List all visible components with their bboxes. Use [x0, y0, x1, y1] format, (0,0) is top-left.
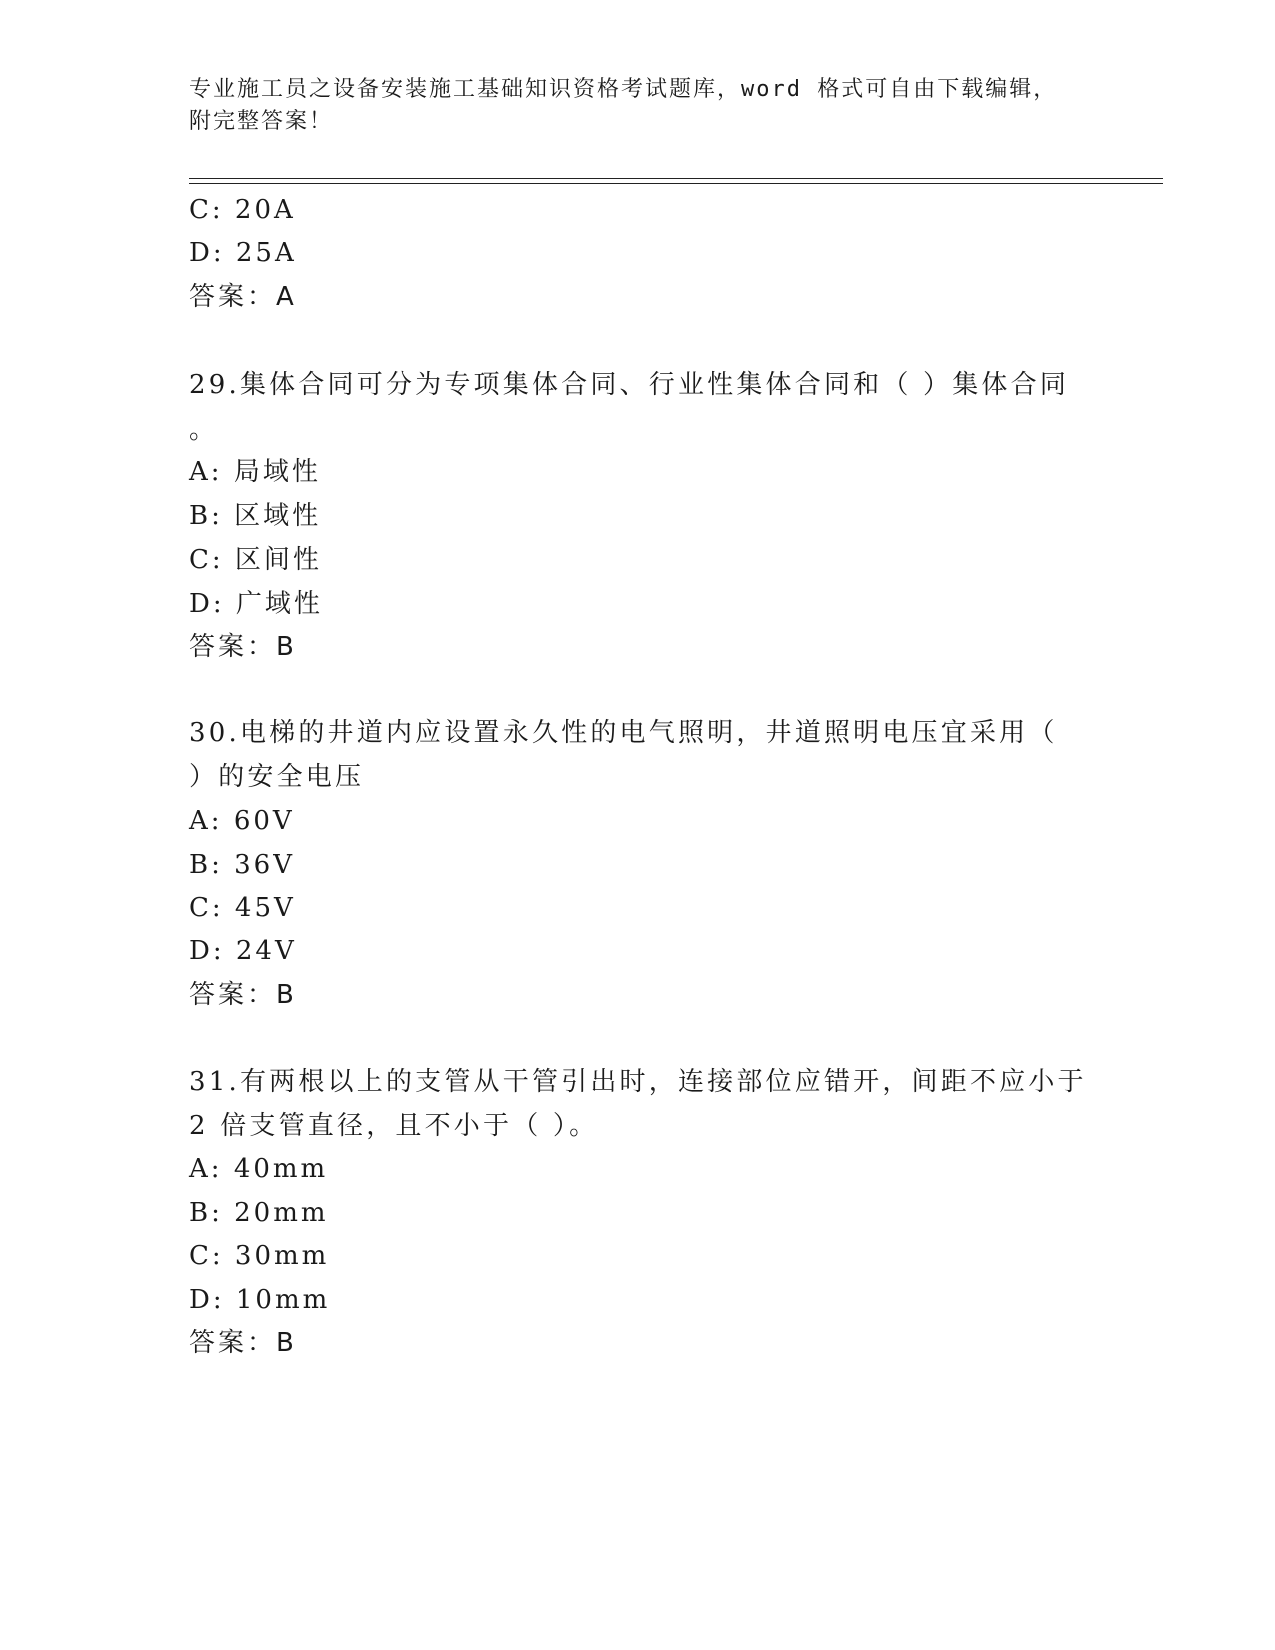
q29-answer: 答案：B: [189, 632, 297, 662]
q30-answer: 答案：B: [189, 980, 297, 1010]
q30-question-line-2: ）的安全电压: [189, 762, 365, 792]
option-label: C:: [189, 545, 224, 575]
q30-option-c: [189, 891, 296, 925]
q29-option-a: [189, 455, 321, 489]
q30-option-d: [189, 934, 297, 968]
option-text: 广域性: [235, 589, 323, 619]
option-label: C:: [189, 893, 224, 923]
document-header: [189, 74, 1089, 138]
option-label: D:: [189, 936, 225, 966]
option-label: B:: [189, 1198, 223, 1228]
option-text: 20mm: [234, 1198, 329, 1228]
option-text: 局域性: [233, 457, 321, 487]
option-label: C:: [189, 1241, 224, 1271]
q31-option-d: [189, 1283, 330, 1317]
q28-option-d: [189, 236, 297, 270]
option-label: B:: [189, 501, 223, 531]
option-label: B:: [189, 850, 223, 880]
option-text: 20A: [234, 195, 296, 225]
q30-option-b: [189, 848, 295, 882]
q28-option-c: [189, 193, 296, 227]
header-divider-top: [189, 178, 1163, 179]
q31-question-line-2: 2 倍支管直径，且不小于（ ）。: [189, 1111, 599, 1141]
header-line-1: 专业施工员之设备安装施工基础知识资格考试题库，word 格式可自由下载编辑，: [189, 77, 1058, 102]
q28-answer: 答案：A: [189, 282, 297, 312]
option-text: 40mm: [233, 1154, 329, 1184]
option-label: D:: [189, 1285, 225, 1315]
q30-option-a: [189, 804, 295, 838]
q29-option-b: [189, 499, 321, 533]
q29-question-line-1: 29.集体合同可分为专项集体合同、行业性集体合同和（ ）集体合同: [189, 370, 1070, 400]
header-divider-bottom: [189, 183, 1163, 184]
q31-option-a: [189, 1152, 328, 1186]
option-text: 10mm: [235, 1285, 331, 1315]
option-text: 36V: [234, 850, 296, 880]
q31-answer: 答案：B: [189, 1328, 297, 1358]
option-text: 60V: [233, 806, 295, 836]
option-label: D:: [189, 589, 225, 619]
q30-question-line-1: 30.电梯的井道内应设置永久性的电气照明，井道照明电压宜采用（: [189, 718, 1058, 748]
option-text: 区间性: [234, 545, 322, 575]
option-text: 区域性: [234, 501, 322, 531]
option-text: 25A: [235, 238, 297, 268]
option-label: A:: [189, 806, 223, 836]
option-label: C:: [189, 195, 224, 225]
q29-option-c: [189, 543, 322, 577]
q31-option-b: [189, 1196, 329, 1230]
header-line-2: 附完整答案！: [189, 109, 334, 134]
q31-option-c: [189, 1239, 329, 1273]
option-label: A:: [189, 1154, 223, 1184]
option-text: 30mm: [234, 1241, 330, 1271]
q29-question-line-2: 。: [189, 415, 219, 445]
q29-option-d: [189, 587, 323, 621]
option-label: A:: [189, 457, 223, 487]
option-text: 24V: [235, 936, 297, 966]
option-label: D:: [189, 238, 225, 268]
q31-question-line-1: 31.有两根以上的支管从干管引出时，连接部位应错开，间距不应小于: [189, 1067, 1087, 1097]
option-text: 45V: [234, 893, 296, 923]
